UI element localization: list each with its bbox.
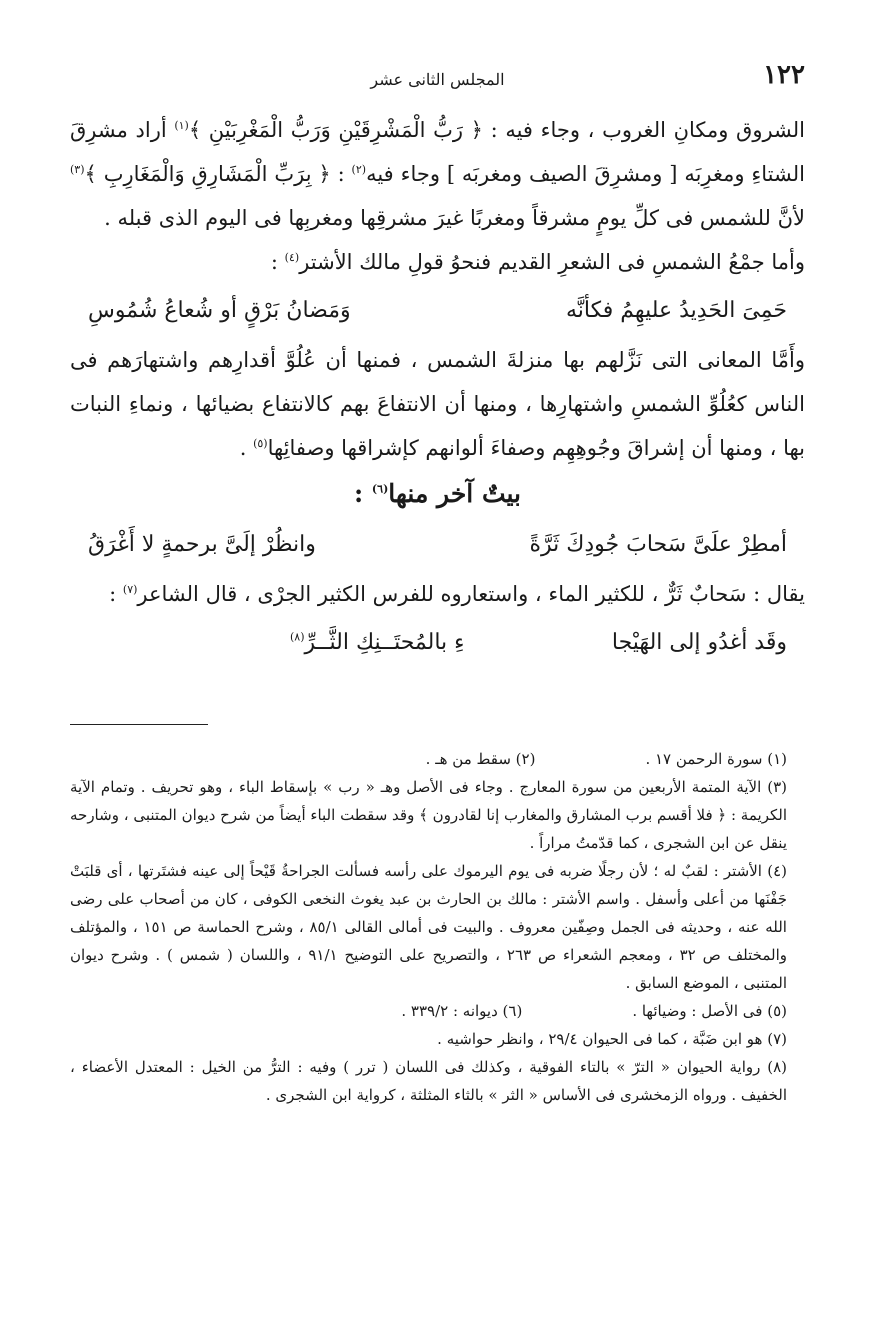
running-head: المجلس الثانى عشر: [370, 70, 505, 89]
paragraph-1: [70, 108, 805, 240]
p1-text-a: الشروق ومكانِ الغروب ، وجاء فيه : ﴿ رَبُّ الْمَشْرِقَيْنِ وَرَبُّ الْمَغْرِبَيْنِ ﴾: [188, 118, 806, 142]
paragraph-2: [70, 240, 805, 284]
page-header: [70, 60, 805, 94]
p2-text-a: وأما جمْعُ الشمسِ فى الشعرِ القديم فنحوُ قولِ مالك الأشتر: [299, 250, 805, 274]
p3-text-b: .: [239, 436, 254, 460]
p1-text-d: لأنَّ للشمس فى كلِّ يومٍ مشرقاً ومغربًا غيرَ مشرقِها ومغربِها فى اليوم الذى قبله .: [104, 206, 805, 230]
p2-text-b: :: [270, 250, 285, 274]
footnote-row-1-2: [70, 745, 805, 773]
section-title: [70, 470, 805, 518]
section-title-colon: :: [353, 479, 372, 508]
p4-text-b: :: [109, 582, 123, 606]
verse-2: [70, 518, 805, 572]
footnote-6: (٦) ديوانه : ٣٣٩/٢ .: [401, 1002, 523, 1020]
footnote-ref-3: (٣): [70, 163, 85, 176]
footnote-7: (٧) هو ابن ضَبَّة ، كما فى الحيوان ٢٩/٤ ، وانظر حواشيه .: [437, 1030, 787, 1048]
footnote-separator: [70, 724, 208, 725]
p3-text-a: وأَمَّا المعانى التى نَزَّلهم بها منزلةَ الشمس ، فمنها أن عُلُوَّ أقدارِهم واشتهارَهم فى الناس كعُلُوِّ الشمسِ واشتهارِها ، ومنها أن الانتفاعَ بهم كالانتفاع بضيائها ، ونماءِ النبات بها ، ومنها أن إشراقَ وجُوهِهِم وصفاءَ ألوانهم كإشراقها وصفائِها: [70, 348, 805, 460]
paragraph-3: [70, 338, 805, 470]
footnote-ref-5: (٥): [253, 437, 268, 450]
verse-1-second-hemistich: وَمَضانُ بَرْقٍ أو شُعاعُ شُمُوسِ: [88, 298, 351, 323]
main-text: [70, 108, 805, 670]
footnotes: [70, 745, 805, 1109]
footnote-2: (٢) سقط من هـ .: [425, 750, 536, 768]
footnote-8: (٨) رواية الحيوان « الترّ » بالتاء الفوقية ، وكذلك فى اللسان ( ترر ) وفيه : الترُّ من الخيل : المعتدل الأعضاء ، الخفيف . ورواه الزمخشرى فى الأساس « الثر » بالثاء المثلثة ، كرواية ابن الشجرى .: [70, 1058, 787, 1104]
verse-3-first-hemistich: وقَد أغدُو إلى الهَيْجا: [611, 630, 787, 655]
book-page: [70, 60, 805, 1109]
verse-3: [70, 616, 805, 670]
section-title-text: بيتٌ آخر منها: [388, 479, 522, 508]
paragraph-4: [70, 572, 805, 616]
verse-3-second-text: ءِ بالمُحتَــنِكِ الثَّــرِّ: [304, 630, 465, 655]
footnote-ref-1: (١): [174, 119, 189, 132]
footnote-5: (٥) فى الأصل : وضيائها .: [632, 1002, 787, 1020]
footnote-3: (٣) الآية المتمة الأربعين من سورة المعارج . وجاء فى الأصل وهـ « رب » بإسقاط الباء ، وهو تحريف . وتمام الآية الكريمة : ﴿ فلا أقسم برب المشارق والمغارب إنا لقادرون ﴾ وقد سقطت الباء أيضاً من شرح ديوان المتنبى ، وشارحه ينقل عن ابن الشجرى ، كما قدّمتُ مراراً .: [70, 778, 787, 852]
footnote-ref-7: (٧): [122, 583, 138, 596]
p1-text-b: أراد مشرِقَ الشتاءِ ومغرِبَه [ ومشرِقَ الصيف ومغربَه ] وجاء فيه: [70, 118, 805, 186]
footnote-ref-2: (٢): [351, 163, 367, 176]
footnote-ref-6: (٦): [371, 482, 389, 496]
page-number: ١٢٢: [763, 60, 805, 90]
footnote-row-5-6: [70, 997, 805, 1025]
verse-3-second-hemistich: [290, 616, 465, 670]
footnote-1: (١) سورة الرحمن ١٧ .: [645, 750, 787, 768]
footnote-ref-8: (٨): [290, 630, 305, 644]
p1-text-c: : ﴿ بِرَبِّ الْمَشَارِقِ وَالْمَغَارِبِ ﴾: [84, 162, 352, 186]
footnote-4: (٤) الأشتر : لقبٌ له ؛ لأن رجلًا ضربه فى يوم اليرموك على رأسه فسألت الجراحةُ قَيْحاً إلى عينه فشتَرتها ، أى قلبَتْ جَفْنَها من أعلى وأسفل . واسم الأشتر : مالك بن الحارث بن عبد يغوث النخعى الكوفى ، كان من أصحاب على رضى الله عنه ، وحديثه فى الجمل وصِفّين معروف . والبيت فى أمالى القالى ٨٥/١ ، وشرح الحماسة ص ١٥١ ، والمؤتلف والمختلف ص ٣٢ ، ومعجم الشعراء ص ٢٦٣ ، والتصريح على التوضيح ٩١/١ ، واللسان ( شمس ) . وشرح ديوان المتنبى ، الموضع السابق .: [70, 862, 788, 992]
verse-2-second-hemistich: وانظُرْ إلَىَّ برحمةٍ لا أَغْرَقُ: [88, 532, 316, 557]
footnote-ref-4: (٤): [284, 251, 300, 264]
verse-1-first-hemistich: حَمِىَ الحَدِيدُ عليهِمُ فكأنَّه: [566, 298, 787, 323]
verse-1: [70, 284, 805, 338]
p4-text-a: يقال : سَحابٌ ثَرٌّ ، للكثير الماء ، واستعاروه للفرس الكثير الجرْى ، قال الشاعر: [137, 582, 805, 606]
verse-2-first-hemistich: أمطِرْ علَىَّ سَحابَ جُودِكَ ثَرَّةً: [529, 532, 787, 557]
